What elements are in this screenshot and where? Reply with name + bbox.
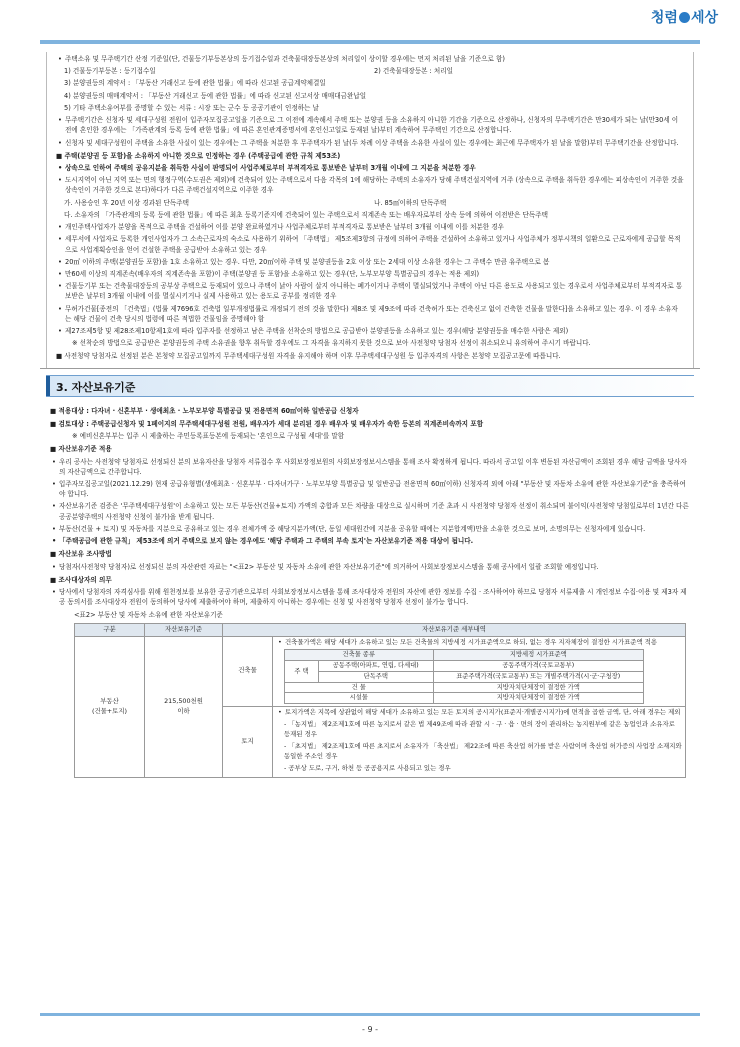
text: • 상속으로 인하여 주택의 공유지분을 취득한 사실이 판명되어 사업주체로부터 부적격자로 통보받은 날부터 3개월 이내에 그 지분을 처분한 경우	[56, 163, 684, 173]
text: • 우리 공사는 사전청약 당첨자로 선정되신 분의 보유자산을 당첨자 서류접수 후 사회보장정보원의 사회보장정보시스템을 통해 조사 확정하게 됩니다. 따라서 공고일 이후 변동된 자산금액이 조회된 경우 해당 금액을 당사자의 자산금액으로 간주합니다.	[50, 457, 690, 477]
text: • 만60세 이상의 직계존속(배우자의 직계존속을 포함)이 주택(분양권 등 포함)을 소유하고 있는 경우(단, 노부모부양 특별공급의 경우는 적용 제외)	[56, 269, 684, 279]
footer-rule	[40, 1013, 700, 1016]
table-cell: 시설물	[285, 693, 434, 704]
text: ■ 사전청약 당첨자로 선정된 분은 본청약 모집공고일까지 무주택세대구성원 자격을 유지해야 하며 이후 무주택세대구성원 등 입주자격의 사항은 본청약 모집공고문에 따릅니다.	[56, 351, 684, 361]
text: 나. 85㎡이하의 단독주택	[374, 198, 447, 207]
text-row	[56, 198, 684, 208]
page-header	[0, 0, 740, 48]
text: ※ 선착순의 방법으로 공급받은 분양권등의 주택 소유권을 향후 취득할 경우에도 그 자격을 유지하지 못한 것으로 보아 사전청약 당첨자 선정이 취소되오니 유의하여 주시기 바랍니다.	[72, 339, 591, 348]
table-cell: 건 물	[285, 682, 434, 693]
text: 1) 건물등기부등본 : 등기접수일	[64, 67, 156, 76]
table-cell: 지방자치단체장이 결정한 가액	[433, 682, 644, 693]
table-header: 구분	[75, 623, 145, 636]
table-cell: 주 택	[285, 661, 319, 683]
table-cell: 토지	[223, 707, 273, 778]
section-3-body	[40, 401, 700, 778]
heading: ■ 자산보유 조사방법	[50, 549, 690, 559]
table-cell	[273, 707, 686, 778]
text: • 당첨자(사전청약 당첨자)로 선정되신 분의 자산관련 자료는 "<표2> 부동산 및 자동차 소유에 관한 자산보유기준"에 의거하여 사회보장정보시스템을 통해 공사에서 일괄 조회할 예정입니다.	[50, 562, 690, 572]
text: - 「농지법」 제2조제1호에 따른 농지로서 같은 법 제49조에 따라 관할 시 · 구 · 읍 · 면의 장이 관리하는 농지원부에 같은 농업인과 소유자로 등재된 경우	[284, 720, 675, 739]
asset-standard-table	[74, 623, 686, 778]
text: • 도시지역이 아닌 지역 또는 면의 행정구역(수도권은 제외)에 건축되어 있는 주택으로서 다음 각목의 1에 해당하는 주택의 소유자가 당해 주택건설지역에 거주 (상속으로 주택을 취득한 경우에는 피상속인이 거주한 것을 상속인이 거주한 것으로 본다)하다가 다른 주택건설지역으로 이주한 경우	[56, 175, 684, 195]
section-title-text: 3. 자산보유기준	[56, 380, 136, 394]
text: 3) 분양권등의 계약서 : 「부동산 거래신고 등에 관한 법률」에 따라 신고된 공급계약체결일	[64, 79, 326, 88]
text-row	[56, 66, 684, 76]
text: 다. 소유자의 「가족관계의 등록 등에 관한 법률」에 따른 최초 등록기준지에 건축되어 있는 주택으로서 직계존속 또는 배우자로부터 상속 등에 의하여 이전받은 단독주택	[64, 210, 548, 219]
text: • 세무서에 사업자로 등록한 개인사업자가 그 소속근로자의 숙소로 사용하기 위하여 「주택법」 제5조제3항의 규정에 의하여 주택을 건설하여 소유하고 있거나 사업주체가 정부시책의 일환으로 근로자에게 공급할 목적으로 사업계획승인을 얻어 건설한 주택을 공급받아 소유하고 있는 경우	[56, 234, 684, 254]
text: • 20㎡ 이하의 주택(분양권등 포함)을 1호 소유하고 있는 경우. 다만, 20㎡이하 주택 및 분양권등을 2호 이상 또는 2세대 이상 소유한 경우는 그 주택수 만큼 유주택으로 봄	[56, 257, 684, 267]
text: • 무허가건물[종전의 「건축법」(법률 제7696호 건축법 일부개정법률로 개정되기 전의 것을 말한다) 제8조 및 제9조에 따라 건축허가 또는 건축신고 없이 건축한 건물을 말한다]을 소유하고 있는 경우. 이 경우 소유자는 해당 건물이 건축 당시의 법령에 따른 적법한 건물임을 증명해야 함	[56, 304, 684, 324]
text: • 입주자모집공고일(2021.12.29) 현재 공급유형별(생애최초 · 신혼부부 · 다자녀가구 · 노부모부양 특별공급 및 일반공급 전용면적 60㎡이하) 신청자격 외에 아래 "부동산 및 자동차 소유에 관한 자산보유기준"을 충족하여야 합니다.	[50, 479, 690, 499]
text: • 건축물가액은 해당 세대가 소유하고 있는 모든 건축물의 지방세정 시가표준액으로 하되, 없는 경우 지자체장이 결정한 시가표준액 적용	[276, 638, 682, 648]
section-title	[46, 375, 694, 397]
box-1	[40, 52, 700, 369]
text: 2) 건축물대장등본 : 처리일	[374, 67, 453, 76]
table-cell: 공동주택(아파트, 연립, 다세대)	[319, 661, 434, 672]
text: • 당사에서 당첨자의 자격심사를 위해 원천정보를 보유한 공공기관으로부터 사회보장정보시스템을 통해 조사대상자 전원의 자산에 관한 정보를 수집 · 조사하여야 하므로 당첨자 서류제출 시 개인정보 수집·이용 및 제3자 제공 동의서를 조사대상자 전원이 동의하여 당사에 제출하여야 하며, 제출하지 아니하는 경우에는 신청 및 사전청약 당첨자 선정이 불가능 합니다.	[50, 587, 690, 607]
document-body	[40, 52, 700, 1010]
text: • 주택소유 및 무주택기간 산정 기준일(단, 건물등기부등본상의 등기접수일과 건축물대장등본상의 처리일이 상이할 경우에는 먼저 처리된 날을 기준으로 함)	[56, 54, 684, 64]
table-caption: <표2> 부동산 및 자동차 소유에 관한 자산보유기준	[74, 611, 223, 620]
text: • 건물등기부 또는 건축물대장등의 공부상 주택으로 등재되어 있으나 주택이 낡아 사람이 살지 아니하는 폐가이거나 주택이 멸실되었거나 주택이 아닌 다른 용도로 사용되고 있는 경우로서 사업주체로부터 부적격자로 통보받은 날부터 3개월 이내에 이를 멸실시키거나 실제 사용하고 있는 용도로 공부를 정리한 경우	[56, 281, 684, 301]
table-cell: 단독주택	[319, 671, 434, 682]
table-cell	[273, 636, 686, 707]
text: 5) 기타 주택소유여부를 증명할 수 있는 서류 : 시장 또는 군수 등 공공기관이 인정하는 날	[64, 103, 319, 112]
text: • 「주택공급에 관한 규칙」 제53조에 의거 주택으로 보지 않는 경우에도 '해당 주택과 그 주택의 부속 토지'는 자산보유기준 적용 대상이 됩니다.	[50, 536, 690, 546]
text: - 공부상 도로, 구거, 하천 등 공공용지로 사용되고 있는 경우	[284, 763, 451, 772]
table-header: 자산보유기준	[145, 623, 223, 636]
text: • 자산보유기준 검증은 '무주택세대구성원'이 소유하고 있는 모든 부동산(건물+토지) 가액의 총합과 모든 차량을 대상으로 실시하며 기준 초과 시 사전청약 당첨자 선정이 취소되며 불이익(사전청약 당첨일로부터 1년간 다른 공공분양주택의 사전청약 신청이 불가)을 받게 됩니다.	[50, 501, 690, 521]
logo: 청렴 세상	[650, 10, 718, 26]
table-cell: 표준주택가격(국토교통부) 또는 개별주택가격(시·군·구청장)	[433, 671, 644, 682]
text: • 신청자 및 세대구성원이 주택을 소유한 사실이 있는 경우에는 그 주택을 처분한 후 무주택자가 된 날(두 차례 이상 주택을 소유한 사실이 있는 경우에는 최근에 무주택자가 된 날을 말함)부터 무주택기간을 산정합니다.	[56, 138, 684, 148]
text: • 제27조제5항 및 제28조제10항제1호에 따라 입주자를 선정하고 남은 주택을 선착순의 방법으로 공급받아 분양권등을 소유하고 있는 경우(해당 분양권등을 매수한 사람은 제외)	[56, 326, 684, 336]
building-value-table	[284, 649, 644, 704]
page-number: - 9 -	[362, 1025, 378, 1034]
text: • 무주택기간은 신청자 및 세대구성원 전원이 입주자모집공고일을 기준으로 그 이전에 계속해서 주택 또는 분양권 등을 소유하지 아니한 기간을 기준으로 산정하나, 신청자의 무주택기간은 만30세가 되는 날(만30세 이전에 혼인한 경우에는 「가족관계의 등록 등에 관한 법률」에 따른 혼인관계증명서에 혼인신고일로 등재된 날)부터 계속하여 무주택인 기간으로 산정합니다.	[56, 115, 684, 135]
text: • 토지가액은 지목에 상관없이 해당 세대가 소유하고 있는 모든 토지의 공시지가(표준지·개별공시지가)에 면적을 곱한 금액, 단, 아래 경우는 제외	[276, 708, 682, 718]
text: ■ 적용대상 : 다자녀 · 신혼부부 · 생애최초 · 노부모부양 특별공급 및 전용면적 60㎡이하 일반공급 신청자	[50, 406, 690, 416]
table-cell: 건축물	[223, 636, 273, 707]
text: • 부동산(건물 + 토지) 및 자동차를 지분으로 공유하고 있는 경우 전체가액 중 해당지분가액(단, 동일 세대원간에 지분을 공유할 때에는 지분합계액)만을 소유한 것으로 보며, 소명의무는 신청자에게 있습니다.	[50, 524, 690, 534]
text: 가. 사용승인 후 20년 이상 경과된 단독주택	[64, 198, 189, 207]
table-cell: 지방자치단체장이 결정한 가액	[433, 693, 644, 704]
text: ※ 예비신혼부부는 입주 시 제출하는 주민등록표등본에 등재되는 '혼인으로 구성될 세대'를 말함	[72, 432, 345, 441]
table-cell: 부동산 (건물+토지)	[75, 636, 145, 777]
table-header: 건축물 종류	[285, 650, 434, 661]
table-header: 지방세정 시가표준액	[433, 650, 644, 661]
text: - 「초지법」 제2조제1호에 따른 초지로서 소유자가 「축산법」 제22조에 따른 축산업 허가를 받은 사람이며 축산업 허가증의 사업장 소재지와 동일한 주소인 경우	[284, 741, 682, 760]
table-cell: 공동주택가격(국토교통부)	[433, 661, 644, 672]
header-rule	[40, 40, 700, 44]
logo-emblem-icon	[679, 12, 690, 23]
table-header: 자산보유기준 세부내역	[223, 623, 686, 636]
section-marker	[46, 376, 50, 396]
heading: ■ 자산보유기준 적용	[50, 444, 690, 454]
text: 4) 분양권등의 매매계약서 : 「부동산 거래신고 등에 관한 법률」에 따라 신고된 신고서상 매매대금완납일	[64, 91, 367, 100]
table-cell: 215,500천원 이하	[145, 636, 223, 777]
text: ■ 검토대상 : 주택공급신청자 및 1페이지의 무주택세대구성원 전원, 배우자가 세대 분리된 경우 배우자 및 배우자가 속한 등본의 직계존비속까지 포함	[50, 419, 690, 429]
text: • 개인주택사업자가 분양을 목적으로 주택을 건설하여 이를 분양 완료하였거나 사업주체로부터 부적격자로 통보받은 날부터 3개월 이내에 이를 처분한 경우	[56, 222, 684, 232]
heading: ■ 주택(분양권 등 포함)을 소유하지 아니한 것으로 인정하는 경우 (주택공급에 관한 규칙 제53조)	[56, 151, 684, 161]
heading: ■ 조사대상자의 의무	[50, 575, 690, 585]
